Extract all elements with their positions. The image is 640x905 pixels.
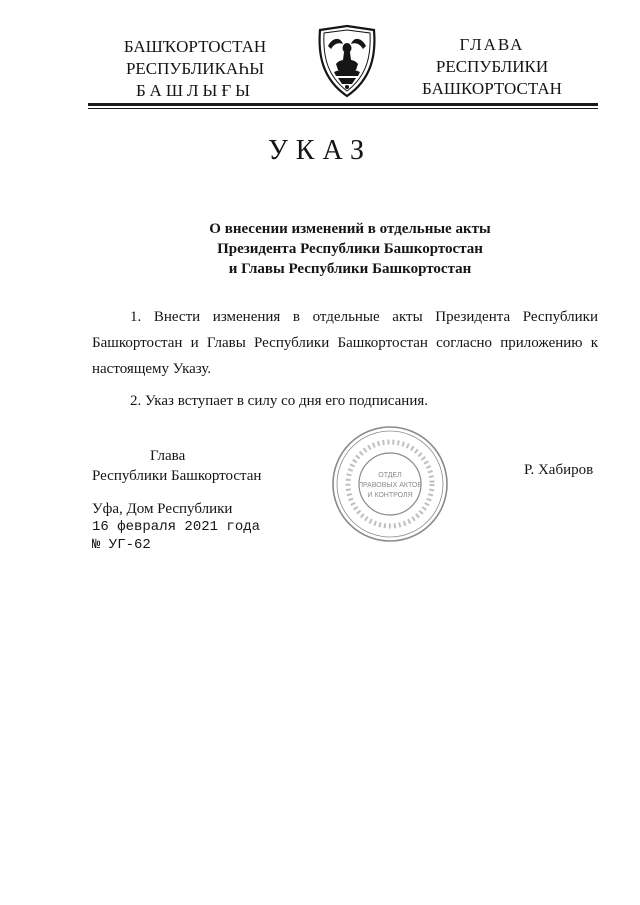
body-paragraph-2: 2. Указ вступает в силу со дня его подписания. <box>130 393 428 409</box>
subject-line2: Президента Республики Башкортостан <box>217 241 483 257</box>
issue-date: 16 февраля 2021 года <box>92 519 261 535</box>
decree-subject <box>160 219 540 279</box>
header-divider-thick <box>88 103 598 106</box>
signature-position <box>92 446 261 486</box>
header-right-block <box>418 34 566 100</box>
signature-position-line1: Глава <box>150 448 186 464</box>
decree-number: № УГ-62 <box>92 537 151 553</box>
official-stamp-icon <box>330 424 450 544</box>
subject-line1: О внесении изменений в отдельные акты <box>209 221 491 237</box>
subject-line3: и Главы Республики Башкортостан <box>228 261 472 277</box>
signatory-name: Р. Хабиров <box>524 462 594 478</box>
header-left-line1: БАШҠОРТОСТАН <box>123 37 267 56</box>
header-left-block <box>100 36 290 102</box>
issue-place: Уфа, Дом Республики <box>92 501 233 517</box>
decree-body <box>92 304 598 414</box>
coat-of-arms-emblem-icon <box>314 24 380 98</box>
stamp-line1: ОТДЕЛ <box>378 472 402 479</box>
issue-details <box>92 500 260 554</box>
stamp-line3: И КОНТРОЛЯ <box>367 492 413 499</box>
document-title: УКАЗ <box>267 135 373 166</box>
header-divider-thin <box>88 108 598 109</box>
body-paragraph-1: 1. Внести изменения в отдельные акты Президента Республики Башкортостан и Главы Республики Башкортостан согласно приложению к настоящему Указу. <box>92 309 598 377</box>
header-right-line2: РЕСПУБЛИКИ <box>435 57 549 76</box>
header-left-line2: РЕСПУБЛИКАҺЫ <box>125 59 265 78</box>
header-right-line1: ГЛАВА <box>459 35 525 54</box>
stamp-line2: ПРАВОВЫХ АКТОВ <box>357 482 423 489</box>
signature-position-line2: Республики Башкортостан <box>92 468 262 484</box>
header-right-line3: БАШКОРТОСТАН <box>422 79 562 98</box>
header-left-line3: БАШЛЫҒЫ <box>136 81 254 100</box>
